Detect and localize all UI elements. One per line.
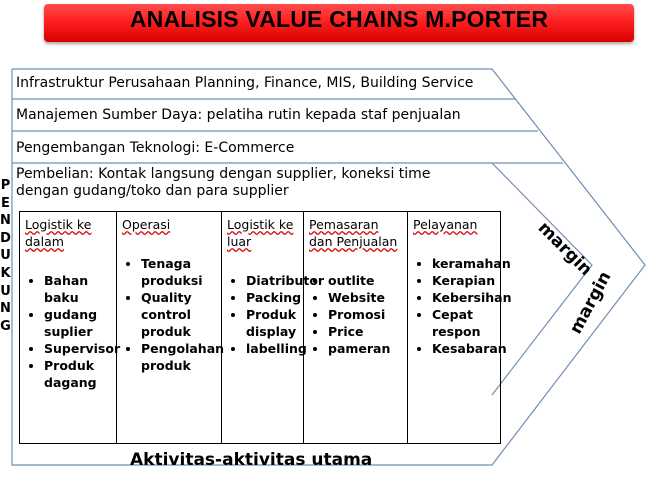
margin-divider xyxy=(492,163,592,395)
list-item: • Produk dagang xyxy=(44,357,112,391)
support-technology: Pengembangan Teknologi: E-Commerce xyxy=(16,140,295,156)
side-letter: U xyxy=(0,283,11,299)
list-item: • labelling xyxy=(246,340,299,357)
primary-activities-table xyxy=(19,211,512,444)
list-item: • Packing xyxy=(246,289,299,306)
side-label-pendukung xyxy=(0,177,11,335)
column-inbound-logistics xyxy=(20,212,121,444)
list-item: • Pengolahan produk xyxy=(141,340,217,374)
column-title: Pelayanan xyxy=(413,217,478,232)
side-letter: D xyxy=(0,230,11,246)
side-letter: N xyxy=(0,213,11,229)
list-item: • Quality control produk xyxy=(141,289,217,340)
list-item: • Cepat respon xyxy=(432,306,496,340)
list-item: • Supervisor xyxy=(44,340,112,357)
side-letter: K xyxy=(0,265,11,281)
page-title: ANALISIS VALUE CHAINS M.PORTER xyxy=(129,6,549,32)
column-service xyxy=(408,212,512,444)
list-item: • gudang suplier xyxy=(44,306,112,340)
list-item: • keramahan xyxy=(432,255,496,272)
column-title: Pemasaran dan Penjualan xyxy=(309,217,398,249)
column-title: Operasi xyxy=(122,217,171,232)
list-item: • Kebersihan xyxy=(432,289,496,306)
primary-activities-label: Aktivitas-aktivitas utama xyxy=(130,450,373,470)
side-letter: E xyxy=(1,195,10,211)
list-item: • outlite xyxy=(328,272,403,289)
side-letter: P xyxy=(0,178,11,193)
side-letter: G xyxy=(0,318,11,334)
column-marketing-sales xyxy=(304,212,408,444)
list-item: • Price xyxy=(328,323,403,340)
side-letter: U xyxy=(0,248,11,264)
column-title: Logistik ke luar xyxy=(227,217,294,249)
support-hr: Manajemen Sumber Daya: pelatiha rutin kepada staf penjualan xyxy=(16,107,461,123)
list-item: • Kerapian xyxy=(432,272,496,289)
list-item: • pameran xyxy=(328,340,403,357)
list-item: • Diatributor xyxy=(246,272,299,289)
side-letter: N xyxy=(0,301,11,317)
list-item: • Produk display xyxy=(246,306,299,340)
margin-label-top: margin xyxy=(533,218,596,280)
support-procurement: Pembelian: Kontak langsung dengan supplier, koneksi time dengan gudang/toko dan para supplier xyxy=(16,166,431,199)
list-item: • Promosi xyxy=(328,306,403,323)
list-item: • Kesabaran xyxy=(432,340,496,357)
list-item: • Tenaga produksi xyxy=(141,255,217,289)
column-title: Logistik ke dalam xyxy=(25,217,92,249)
list-item: • Website xyxy=(328,289,403,306)
column-outbound-logistics xyxy=(222,212,325,444)
margin-label-bottom: margin xyxy=(566,268,616,338)
support-infrastructure: Infrastruktur Perusahaan Planning, Finance, MIS, Building Service xyxy=(16,75,474,91)
list-item: • Bahan baku xyxy=(44,272,112,306)
column-operations xyxy=(117,212,225,444)
